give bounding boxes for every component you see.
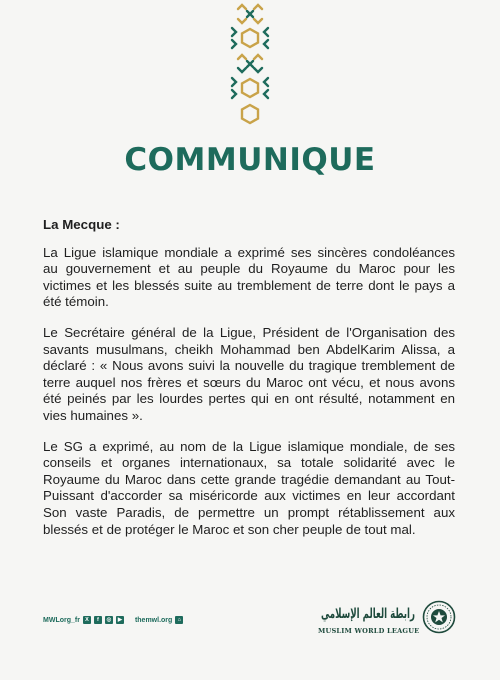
paragraph-3: Le SG a exprimé, au nom de la Ligue islamique mondiale, de ses conseils et organes internationaux, sa totale solidarité avec le Royaume du Maroc dans cette grande tragédie demandant au Tout-Puissant d'accorder sa miséricorde aux victimes en leur accordant Son vaste Paradis, de permettre un prompt rétablissement aux blessés et de protéger le Maroc et son cher peuple de tout mal. (43, 438, 455, 537)
paragraph-1: La Ligue islamique mondiale a exprimé ses sincères condoléances au gouvernement et au peuple du Royaume du Maroc pour les victimes et les blessés suite au tremblement de terre dont le pays a été témoin. (43, 244, 455, 310)
x-icon[interactable]: X (83, 616, 91, 624)
arabic-wordmark (320, 600, 416, 624)
social-handle[interactable]: MWLorg_fr (43, 616, 80, 624)
org-name: MUSLIM WORLD LEAGUE (318, 627, 420, 635)
paragraph-2: Le Secrétaire général de la Ligue, Président de l'Organisation des savants musulmans, cheikh Mohammad ben AbdelKarim Alissa, a déclaré : « Nous avons suivi la nouvelle du tragique tremblement de terre auquel nos frères et sœurs du Maroc ont vécu, et nous avons été peinés par les lourdes pertes qui en ont résulté, notamment en vies humaines ». (43, 324, 455, 423)
website-link[interactable]: themwl.org (134, 616, 173, 624)
dateline: La Mecque : (43, 217, 120, 232)
instagram-icon[interactable]: ◎ (106, 617, 112, 623)
home-icon[interactable]: ⌂ (175, 616, 183, 624)
mwl-emblem-icon (422, 600, 456, 634)
mwl-logo (318, 598, 460, 640)
page-title: COMMUNIQUE (124, 142, 376, 178)
social-footer (43, 613, 183, 627)
svg-text:رابطة العالم الإسلامي: رابطة العالم الإسلامي (321, 606, 415, 622)
facebook-icon[interactable]: f (94, 616, 102, 624)
youtube-icon[interactable]: ▶ (117, 617, 123, 623)
communique-body (43, 217, 455, 552)
hexagon-ornament (218, 2, 282, 126)
